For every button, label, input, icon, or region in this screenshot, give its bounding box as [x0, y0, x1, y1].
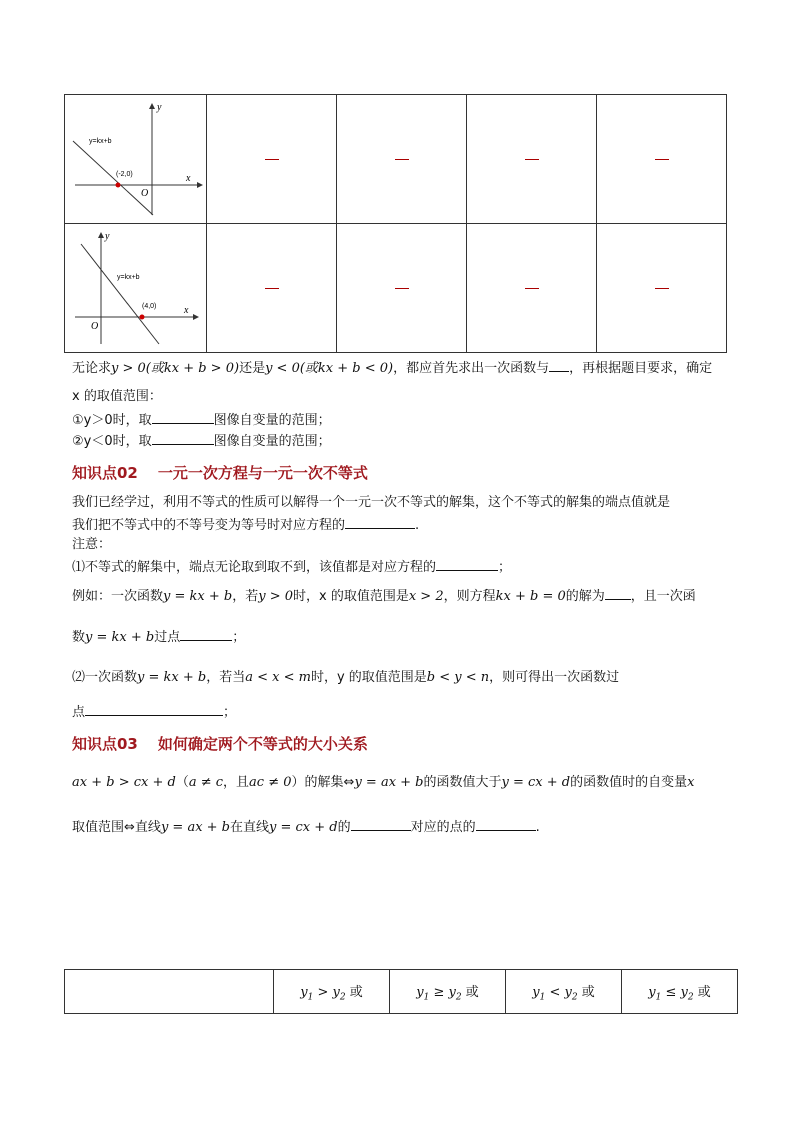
text: ，若当 — [206, 670, 246, 685]
text: 的函数值大于 — [423, 775, 502, 790]
paragraph-line — [72, 431, 331, 451]
math: y > 0(或kx + b > 0) — [111, 361, 240, 376]
math: y = cx + d — [269, 820, 338, 835]
text: 的 — [337, 820, 351, 835]
table-row — [65, 95, 727, 224]
svg-text:O: O — [141, 188, 149, 199]
table-cell — [65, 970, 274, 1014]
table-cell: $y_1 > y_2$ 或 — [274, 970, 390, 1014]
paragraph-line — [72, 817, 540, 837]
text: . — [535, 820, 540, 835]
table-cell: $y_1 \ge y_2$ 或 — [390, 970, 506, 1014]
svg-text:(4,0): (4,0) — [142, 303, 157, 310]
text: 对应的点的 — [410, 820, 476, 835]
answer-cell — [337, 95, 467, 224]
blank-dash — [525, 288, 539, 289]
blank-dash — [525, 159, 539, 160]
paragraph-line — [72, 669, 619, 687]
text: . — [415, 518, 420, 533]
text: 的解为 — [565, 589, 605, 604]
text: ，且一次函 — [630, 589, 696, 604]
text: 无论求 — [72, 361, 112, 376]
blank-line — [152, 431, 214, 445]
blank-line — [605, 586, 631, 600]
text: 例如：一次函数 — [72, 589, 164, 604]
heading-title: 如何确定两个不等式的大小关系 — [157, 735, 368, 753]
math: y = kx + b — [137, 670, 207, 685]
text: ； — [223, 705, 237, 720]
paragraph-line — [72, 557, 511, 577]
text: （ — [175, 775, 189, 790]
math: a < x < m — [245, 670, 311, 685]
text: ⑴不等式的解集中，端点无论取到取不到，该值都是对应方程的 — [72, 560, 437, 575]
section-heading — [72, 462, 368, 483]
answer-cell — [337, 224, 467, 353]
paragraph-line: 注意： — [72, 537, 112, 552]
math: x > 2 — [408, 589, 444, 604]
table-cell: $y_1 \le y_2$ 或 — [622, 970, 738, 1014]
equivalence-symbol: ⇔ — [343, 775, 355, 790]
math: ax + b > cx + d — [72, 775, 176, 790]
blank-line — [345, 515, 415, 529]
heading-title: 一元一次方程与一元一次不等式 — [157, 464, 368, 482]
blank-dash — [265, 288, 279, 289]
text: ⑵一次函数 — [72, 670, 138, 685]
text: ，则方程 — [443, 589, 496, 604]
blank-line — [476, 817, 536, 831]
text: ； — [498, 560, 512, 575]
paragraph-line: 我们已经学过，利用不等式的性质可以解得一个一元一次不等式的解集，这个不等式的解集的端点值就是 — [72, 495, 671, 510]
text: ，若 — [232, 589, 259, 604]
blank-line — [549, 358, 569, 372]
text: 我们把不等式中的不等号变为等号时对应方程的 — [72, 518, 346, 533]
math: $y_1 > y_2$ — [300, 984, 346, 1003]
blank-line — [85, 702, 223, 716]
blank-dash — [395, 159, 409, 160]
text: ②y＜0时，取 — [72, 434, 152, 449]
text: 取值范围 — [72, 820, 125, 835]
text: 时，y 的取值范围是 — [310, 670, 427, 685]
svg-text:y: y — [157, 102, 162, 113]
paragraph-line — [72, 774, 694, 792]
graph-cell — [65, 95, 207, 224]
answer-cell — [467, 95, 597, 224]
text: ①y＞0时，取 — [72, 413, 152, 428]
svg-text:y=kx+b: y=kx+b — [117, 274, 140, 281]
math: kx + b = 0 — [495, 589, 566, 604]
math: $y_1 \le y_2$ — [648, 984, 694, 1003]
paragraph-line — [72, 586, 696, 606]
text: 数 — [72, 630, 86, 645]
answer-cell — [597, 95, 727, 224]
text: ； — [232, 630, 246, 645]
answer-cell — [207, 95, 337, 224]
text: 在直线 — [230, 820, 270, 835]
blank-line — [180, 627, 232, 641]
table-cell: $y_1 < y_2$ 或 — [506, 970, 622, 1014]
math: y = kx + b — [163, 589, 233, 604]
blank-line — [351, 817, 411, 831]
svg-text:O: O — [91, 321, 99, 332]
section-heading — [72, 733, 368, 754]
math: y = kx + b — [85, 630, 155, 645]
text: ，且 — [223, 775, 250, 790]
graph-table — [64, 94, 727, 353]
blank-dash — [265, 159, 279, 160]
math: y = ax + b — [160, 820, 230, 835]
paragraph-line — [72, 702, 236, 722]
math: b < y < n — [426, 670, 490, 685]
math: ac ≠ 0 — [249, 775, 292, 790]
text: ，则可得出一次函数过 — [489, 670, 620, 685]
comparison-table — [64, 969, 738, 1014]
graph-cell — [65, 224, 207, 353]
math: $y_1 \ge y_2$ — [416, 984, 462, 1003]
text: 点 — [72, 705, 86, 720]
blank-line — [152, 410, 214, 424]
blank-line — [436, 557, 498, 571]
paragraph-line — [72, 515, 419, 535]
line-graph-positive-root — [65, 224, 206, 348]
text: 图像自变量的范围； — [213, 434, 331, 449]
text: 直线 — [134, 820, 161, 835]
answer-cell — [597, 224, 727, 353]
line-graph-negative-root — [65, 95, 206, 219]
blank-dash — [655, 288, 669, 289]
blank-dash — [395, 288, 409, 289]
text: ）的解集 — [291, 775, 344, 790]
text: 的函数值时的自变量 — [570, 775, 688, 790]
svg-text:(-2,0): (-2,0) — [116, 171, 133, 178]
math: y = cx + d — [501, 775, 571, 790]
math: a ≠ c — [188, 775, 224, 790]
text: 时，x 的取值范围是 — [293, 589, 409, 604]
text: 图像自变量的范围； — [213, 413, 331, 428]
blank-dash — [655, 159, 669, 160]
math: x — [687, 775, 695, 790]
paragraph-line: x 的取值范围： — [72, 389, 162, 404]
math: y > 0 — [258, 589, 294, 604]
svg-text:x: x — [186, 173, 191, 184]
svg-text:y=kx+b: y=kx+b — [89, 138, 112, 145]
text: 过点 — [154, 630, 181, 645]
svg-text:x: x — [184, 305, 189, 316]
paragraph-line — [72, 358, 712, 378]
math: y < 0(或kx + b < 0) — [265, 361, 394, 376]
heading-number: 知识点02 — [72, 464, 138, 482]
heading-number: 知识点03 — [72, 735, 138, 753]
equivalence-symbol: ⇔ — [124, 820, 135, 835]
text: ，都应首先求出一次函数与 — [393, 361, 550, 376]
paragraph-line — [72, 410, 331, 430]
table-row — [65, 970, 738, 1014]
paragraph-line — [72, 627, 245, 647]
answer-cell — [467, 224, 597, 353]
math: y = ax + b — [354, 775, 424, 790]
table-row — [65, 224, 727, 353]
svg-text:y: y — [105, 231, 110, 242]
answer-cell — [207, 224, 337, 353]
math: $y_1 < y_2$ — [532, 984, 578, 1003]
text: 还是 — [239, 361, 266, 376]
text: ，再根据题目要求，确定 — [569, 361, 713, 376]
